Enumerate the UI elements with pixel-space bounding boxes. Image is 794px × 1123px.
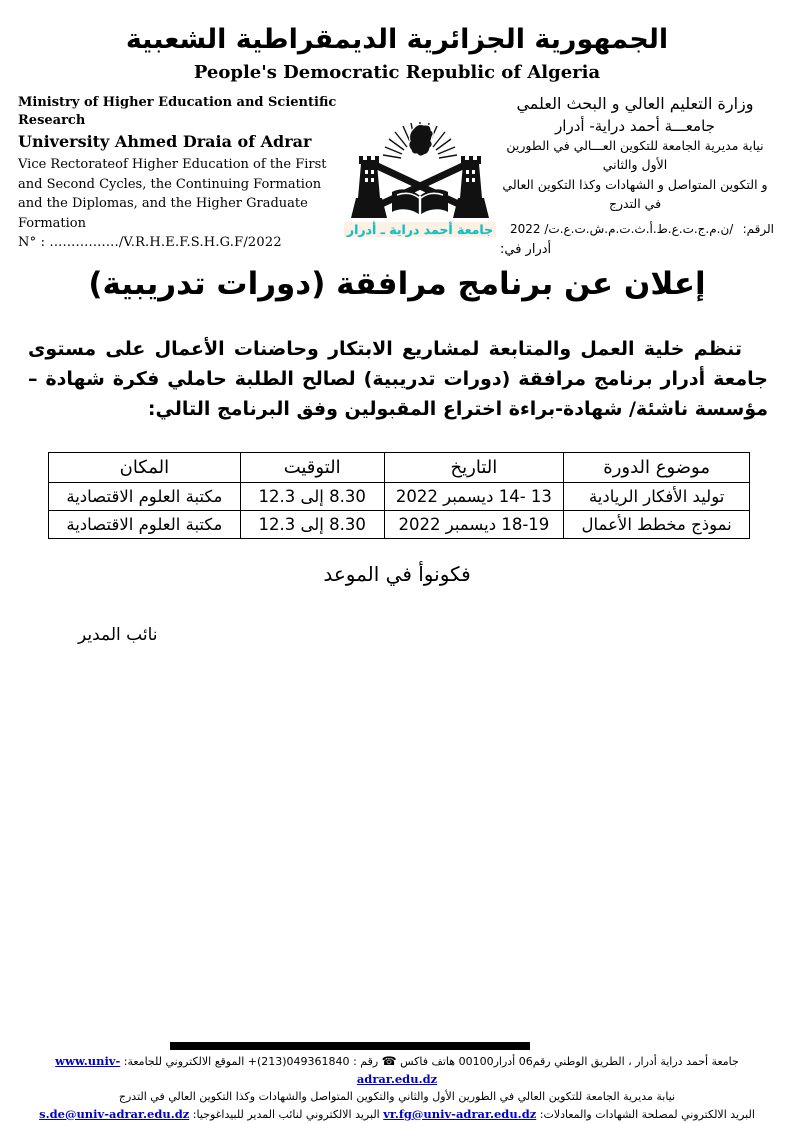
footer-line-vice-rectorate: نيابة مديرية الجامعة للتكوين العالي في الطورين الأول والثاني والتكوين المتواصل والشهادات وكذا التكوين العالي في التدرج	[118, 1090, 676, 1103]
vice-rectorate-ar-1: نيابة مديرية الجامعة للتكوين العـــالي في الطورين الأول والثاني	[506, 137, 764, 172]
cell-time: 8.30 إلى 12.3	[240, 511, 384, 539]
table-header-row	[49, 453, 750, 483]
table-row	[49, 511, 750, 539]
footer-divider-bar	[170, 1042, 530, 1050]
footer-website-label: الموقع الالكتروني للجامعة:	[123, 1055, 245, 1068]
cell-place: مكتبة العلوم الاقتصادية	[49, 511, 241, 539]
ministry-name-ar: وزارة التعليم العالي و البحث العلمي	[516, 94, 754, 113]
col-header-subject: موضوع الدورة	[564, 453, 750, 483]
ministry-name-en: Ministry of Higher Education and Scientific Research	[18, 95, 337, 128]
cell-subject: توليد الأفكار الريادية	[564, 483, 750, 511]
reference-number-ar	[496, 222, 774, 236]
cell-date: 18-19 ديسمبر 2022	[384, 511, 564, 539]
letterhead	[18, 94, 780, 257]
reference-value: /ن.م.ج.ت.ع.ط.أ.ث.ت.م.ش.ت.ع.ت/ 2022	[510, 221, 734, 236]
website-link[interactable]: www.univ-adrar.edu.dz	[55, 1054, 438, 1086]
signature-title: نائب المدير	[78, 625, 158, 645]
announcement-title: إعلان عن برنامج مرافقة (دورات تدريبية)	[88, 266, 706, 302]
date-line: أدرار في:	[500, 241, 552, 257]
schedule-table-wrapper	[48, 452, 750, 539]
closing-line: فكونوأ في الموعد	[323, 562, 471, 586]
cell-date: 13 -14 ديسمبر 2022	[384, 483, 564, 511]
vice-rectorate-ar-2: و التكوين المتواصل و الشهادات وكذا التكوين العالي في التدرج	[502, 177, 768, 212]
footer-phone-label: رقم :	[353, 1055, 379, 1068]
table-row	[49, 483, 750, 511]
col-header-place: المكان	[49, 453, 241, 483]
university-name-en: University Ahmed Draia of Adrar	[18, 132, 312, 152]
col-header-time: التوقيت	[240, 453, 384, 483]
email2-link[interactable]: s.de@univ-adrar.edu.dz	[39, 1106, 190, 1121]
footer	[20, 1053, 774, 1123]
footer-line-emails	[20, 1106, 774, 1123]
reference-label: الرقم:	[742, 221, 774, 236]
cell-time: 8.30 إلى 12.3	[240, 483, 384, 511]
vice-rectorate-en: Vice Rectorateof Higher Education of the First and Second Cycles, the Continuing Formation and the Diplomas, and the Higher Graduate Formation	[18, 157, 327, 231]
letterhead-english-block	[18, 94, 344, 257]
country-title-arabic: الجمهورية الجزائرية الديمقراطية الشعبية	[125, 24, 669, 55]
university-name-ar: جامعـــة أحمد دراية- أدرار	[555, 116, 715, 135]
reference-number-en: N° : ................/V.R.H.E.F.S.H.G.F/2022	[18, 235, 282, 251]
announcement-body: تنظم خلية العمل والمتابعة لمشاريع الابتكار وحاضنات الأعمال على مستوى جامعة أدرار برنامج مرافقة (دورات تدريبية) لصالح الطلبة حاملي فكرة شهادة –مؤسسة ناشئة/ شهادة-براءة اختراع المقبولين وفق البرنامج التالي:	[28, 338, 768, 420]
footer-line-contact	[20, 1053, 774, 1088]
university-emblem-icon	[345, 112, 495, 220]
logo-caption: جامعة أحمد دراية ـ أدرار	[344, 222, 496, 237]
country-title-english: People's Democratic Republic of Algeria	[193, 62, 601, 83]
footer-email1-label: البريد الالكتروني لمصلحة الشهادات والمعادلات:	[539, 1107, 755, 1121]
email1-link[interactable]: vr.fg@univ-adrar.edu.dz	[383, 1106, 537, 1121]
phone-icon: ☎	[381, 1054, 397, 1068]
schedule-table	[48, 452, 750, 539]
footer-address: جامعة أحمد دراية أدرار ، الطريق الوطني رقم06 أدرار00100 هاتف فاكس	[400, 1055, 739, 1068]
footer-email2-label: البريد الالكتروني لنائب المدير للبيداغوجيا:	[192, 1107, 380, 1121]
letterhead-arabic-block	[496, 94, 780, 257]
logo-block	[344, 94, 496, 257]
footer-phone-number: +(213)049361840	[247, 1055, 350, 1068]
cell-subject: نموذج مخطط الأعمال	[564, 511, 750, 539]
cell-place: مكتبة العلوم الاقتصادية	[49, 483, 241, 511]
col-header-date: التاريخ	[384, 453, 564, 483]
